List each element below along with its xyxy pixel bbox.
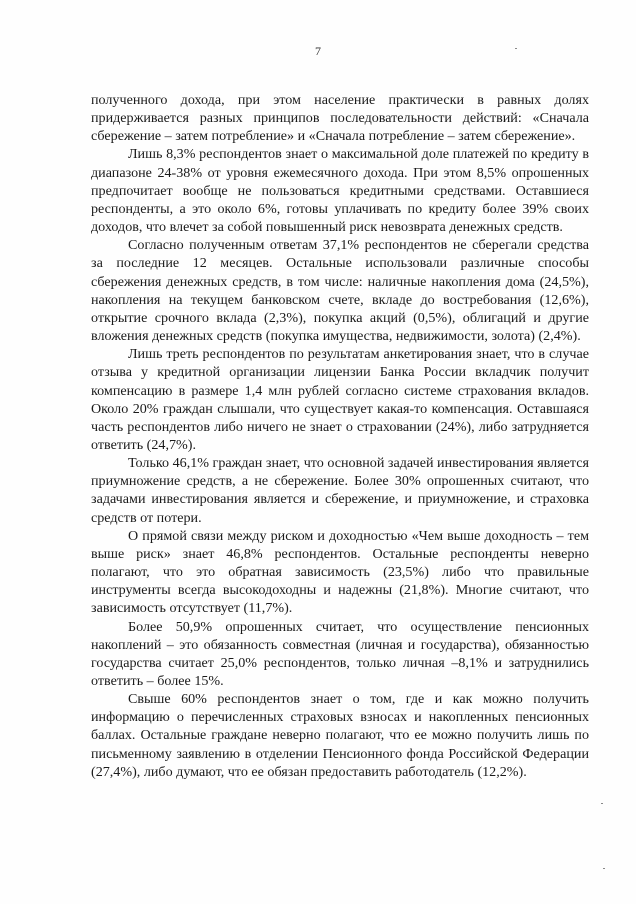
body-text xyxy=(91,91,589,781)
paragraph-savings-methods: Согласно полученным ответам 37,1% респондентов не сберегали средства за последние 12 месяцев. Остальные использовали различные способы сбережения денежных средств, в том числе: наличные накопления дома (24,5%), накопления на текущем банковском счете, вкладе до востребования (12,6%), открытие срочного вклада (2,3%), покупка акций (0,5%), облигаций и другие вложения денежных средств (покупка имущества, недвижимости, золота) (2,4%). xyxy=(91,237,589,345)
scan-speck xyxy=(515,48,517,49)
paragraph-deposit-insurance: Лишь треть респондентов по результатам анкетирования знает, что в случае отзыва у кредитной организации лицензии Банка России вкладчик получит компенсацию в размере 1,4 млн рублей согласно системе страхования вкладов. Около 20% граждан слышали, что существует какая-то компенсация. Оставшаяся часть респондентов либо ничего не знает о страховании (24%), либо затрудняется ответить (24,7%). xyxy=(91,346,589,453)
paragraph-risk-return: О прямой связи между риском и доходностью «Чем выше доходность – тем выше риск» знает 46,8% респондентов. Остальные респонденты неверно полагают, что это обратная зависимость (23,5%) либо что правильные инструменты всегда высокодоходны и надежны (21,8%). Многие считают, что зависимость отсутствует (11,7%). xyxy=(91,527,589,617)
paragraph-credit-share: Лишь 8,3% респондентов знает о максимальной доле платежей по кредиту в диапазоне 24-38% от уровня ежемесячного дохода. При этом 8,5% опрошенных предпочитает вообще не пользоваться кредитными средствами. Оставшиеся респонденты, а это около 6%, готовы уплачивать по кредиту более 39% своих доходов, что влечет за собой повышенный риск невозврата денежных средств. xyxy=(91,146,589,236)
page-number: 7 xyxy=(315,44,321,58)
paragraph-pension-info: Свыше 60% респондентов знает о том, где и как можно получить информацию о перечисленных страховых взносах и накопленных пенсионных баллах. Остальные граждане неверно полагают, что ее можно получить лишь по письменному заявлению в отделении Пенсионного фонда Российской Федерации (27,4%), либо думают, что ее обязан предоставить работодатель (12,2%). xyxy=(91,691,589,780)
paragraph-investment-goal: Только 46,1% граждан знает, что основной задачей инвестирования является приумножение средств, а не сбережение. Более 30% опрошенных считают, что задачами инвестирования является и сбережение, и приумножение, и страховка средств от потери. xyxy=(91,455,589,526)
scan-speck xyxy=(603,868,605,869)
scan-speck xyxy=(601,803,603,804)
paragraph-continuation: полученного дохода, при этом население практически в равных долях придерживается разных принципов последовательности действий: «Сначала сбережение – затем потребление» и «Сначала потребление – затем сбережение». xyxy=(91,92,589,145)
paragraph-pension-savings: Более 50,9% опрошенных считает, что осуществление пенсионных накоплений – это обязанность совместная (личная и государства), обязанностью государства считает 25,0% респондентов, только личная –8,1% и затруднились ответить – более 15%. xyxy=(91,618,589,689)
